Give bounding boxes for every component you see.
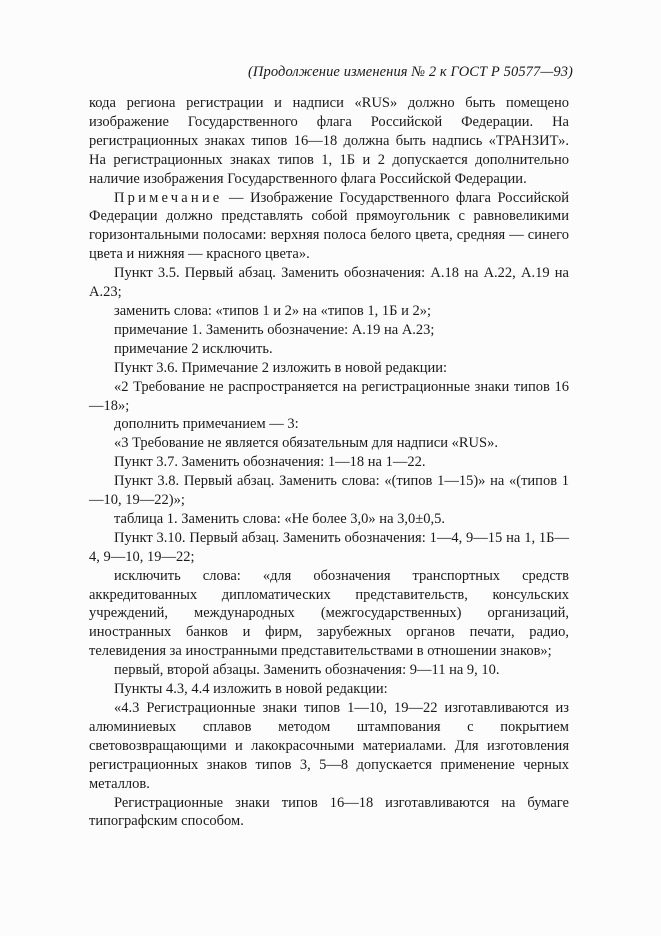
paragraph: дополнить примечанием — 3: xyxy=(114,416,299,433)
paragraph: Регистрационные знаки типов 16—18 изготавливаются на бумаге типографским способом. xyxy=(89,794,569,830)
paragraph: Пункт 3.5. Первый абзац. Заменить обозначения: А.18 на А.22, А.19 на А.23; xyxy=(89,265,569,301)
paragraph: заменить слова: «типов 1 и 2» на «типов 1, 1Б и 2»; xyxy=(114,302,432,319)
paragraph: первый, второй абзацы. Заменить обозначения: 9—11 на 9, 10. xyxy=(114,662,500,679)
paragraph: «4.3 Регистрационные знаки типов 1—10, 19—22 изготавливаются из алюминиевых сплавов методом штампования с покрытием световозвращающими и лакокрасочными материалами. Для изготовления регистрационных знаков типов 3, 5—8 допускается применение черных металлов. xyxy=(89,700,569,792)
note-paragraph xyxy=(89,189,569,265)
running-header: (Продолжение изменения № 2 к ГОСТ Р 50577—93) xyxy=(248,64,573,80)
document-body xyxy=(89,94,569,831)
paragraph: примечание 1. Заменить обозначение: А.19 на А.23; xyxy=(114,321,435,338)
note-label: Примечание xyxy=(114,189,223,206)
paragraph: «2 Требование не распространяется на регистрационные знаки типов 16—18»; xyxy=(89,378,569,414)
paragraph: примечание 2 исключить. xyxy=(114,340,273,357)
note-text: — Изображение Государственного флага Российской Федерации должно представлять собой прямоугольник с равновеликими горизонтальными полосами: верхняя полоса белого цвета, средняя — синего цвета и нижняя — красного цвета». xyxy=(89,189,569,263)
paragraph: Пункт 3.8. Первый абзац. Заменить слова: «(типов 1—15)» на «(типов 1—10, 19—22)»; xyxy=(89,473,569,509)
paragraph: Пункт 3.7. Заменить обозначения: 1—18 на 1—22. xyxy=(114,454,426,471)
paragraph: кода региона регистрации и надписи «RUS» должно быть помещено изображение Государственного флага Российской Федерации. На регистрационных знаках типов 16—18 должна быть надпись «ТРАНЗИТ». На регистрационных знаках типов 1, 1Б и 2 допускается дополнительно наличие изображения Государственного флага Российской Федерации. xyxy=(89,95,569,187)
paragraph: таблица 1. Заменить слова: «Не более 3,0» на 3,0±0,5. xyxy=(114,510,445,527)
paragraph: Пункты 4.3, 4.4 изложить в новой редакции: xyxy=(114,681,388,698)
paragraph: Пункт 3.10. Первый абзац. Заменить обозначения: 1—4, 9—15 на 1, 1Б—4, 9—10, 19—22; xyxy=(89,529,569,565)
paragraph: «3 Требование не является обязательным для надписи «RUS». xyxy=(114,435,498,452)
paragraph: исключить слова: «для обозначения транспортных средств аккредитованных дипломатических представительств, консульских учреждений, международных (межгосударственных) организаций, иностранных банков и фирм, зарубежных органов печати, радио, телевидения за иностранными представительствами в отношении знаков»; xyxy=(89,567,569,660)
paragraph: Пункт 3.6. Примечание 2 изложить в новой редакции: xyxy=(114,359,448,376)
